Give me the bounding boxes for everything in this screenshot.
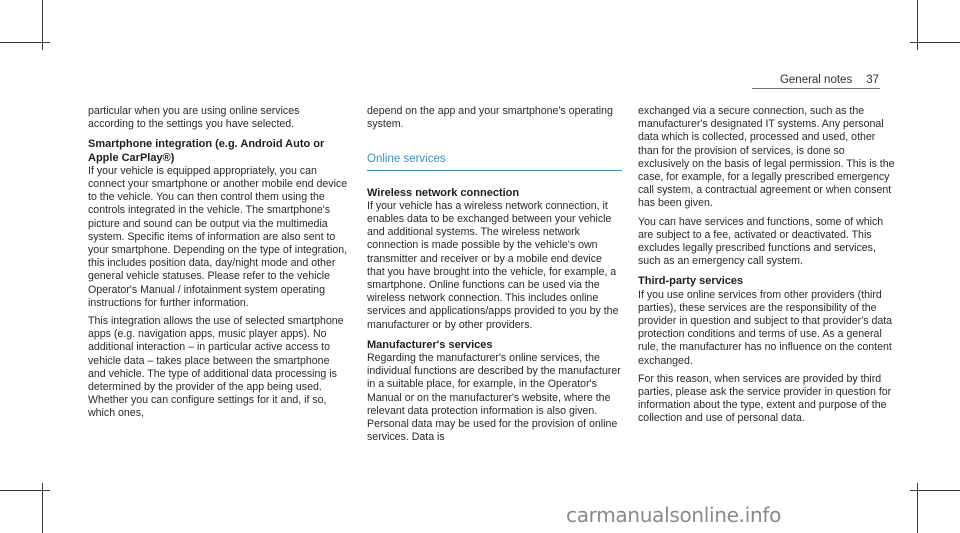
crop-mark xyxy=(0,42,50,43)
header-divider xyxy=(752,88,880,89)
crop-mark xyxy=(910,42,960,43)
section-title: Online services xyxy=(367,153,622,170)
column-2 xyxy=(367,105,622,449)
crop-mark xyxy=(910,490,960,491)
column-3 xyxy=(638,105,896,431)
page-header xyxy=(780,74,879,86)
paragraph: If your vehicle has a wireless network connection, it enables data to be exchanged between your vehicle and additional systems. The wireless network connection is made possible by the vehicle's own transmitter and receiver or by a mobile end device that you have brought into the vehicle, for example, a smartphone. Online functions can be used via the wireless network connection. This includes online services and applications/apps provided to you by the manufacturer or by other providers. xyxy=(367,199,619,331)
section-heading: Smartphone integration (e.g. Android Auto or Apple CarPlay®) xyxy=(88,138,325,164)
paragraph: exchanged via a secure connection, such as the manufacturer's designated IT systems. Any personal data which is collected, processed and used, other than for the provision of services, is done so exclusively on the basis of legal permission. This is the case, for example, for a legally prescribed emergency call system, a contractual agreement or when consent has been given. xyxy=(638,105,895,210)
paragraph: For this reason, when services are provided by third parties, please ask the service provider in question for information about the type, extent and purpose of the collection and use of personal data. xyxy=(638,372,892,425)
crop-mark xyxy=(0,490,50,491)
section-heading: Third-party services xyxy=(638,275,744,288)
paragraph: depend on the app and your smartphone's operating system. xyxy=(367,105,613,131)
paragraph: particular when you are using online services according to the settings you have selected. xyxy=(88,105,300,131)
page-number: 37 xyxy=(866,74,879,86)
section-heading: Manufacturer's services xyxy=(367,338,493,351)
paragraph: This integration allows the use of selected smartphone apps (e.g. navigation apps, music player apps). No additional interaction – in particular active access to vehicle data – takes place between the smartphone and vehicle. The type of additional data processing is determined by the provider of the app being used. Whether you can configure settings for it and, if so, which ones, xyxy=(88,315,344,420)
watermark: carmanualsonline.info xyxy=(566,503,782,527)
paragraph: You can have services and functions, some of which are subject to a fee, activated or deactivated. This excludes legally prescribed functions and services, such as an emergency call system. xyxy=(638,215,884,268)
paragraph: Regarding the manufacturer's online services, the individual functions are described by the manufacturer in a suitable place, for example, in the Operator's Manual or on the manufacturer's website, where the relevant data protection information is also given. Personal data may be used for the provision of online services. Data is xyxy=(367,352,621,444)
header-title: General notes xyxy=(779,74,853,86)
paragraph: If you use online services from other providers (third parties), these services are the responsibility of the provider in question and subject to that provider's data protection conditions and terms of use. As a general rule, the manufacturer has no influence on the content exchanged. xyxy=(638,288,893,367)
section-heading: Wireless network connection xyxy=(367,186,520,199)
paragraph: If your vehicle is equipped appropriately, you can connect your smartphone or another mobile end device to the vehicle. You can then control them using the controls integrated in the vehicle. The smartphone's picture and sound can be output via the multimedia system. Specific items of information are also sent to your smartphone. Depending on the type of integration, this includes position data, day/night mode and other general vehicle statuses. Please refer to the vehicle Operator's Manual / infotainment system operating instructions for further information. xyxy=(88,164,348,309)
column-1 xyxy=(88,105,348,426)
